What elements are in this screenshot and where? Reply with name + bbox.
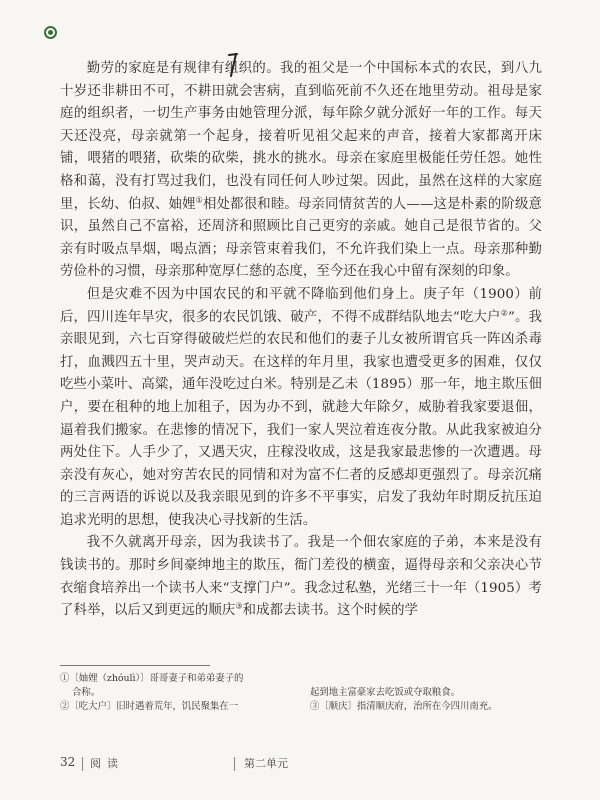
footnotes-right-column — [310, 686, 550, 714]
footnote-divider — [60, 665, 210, 666]
corner-logo-icon — [44, 26, 57, 39]
page-number: 32 — [60, 755, 76, 769]
footnotes-left-column — [60, 672, 260, 714]
footnote-1: ①〔妯娌（zhóulì）〕哥哥妻子和弟弟妻子的 — [60, 673, 244, 684]
footnote-2-continuation: 起到地主富豪家去吃饭或夺取粮食。 — [310, 687, 461, 698]
footer-separator — [82, 757, 83, 771]
book-section-label: 阅读 — [90, 757, 124, 770]
unit-label: 第二单元 — [244, 757, 288, 770]
paragraph-1: 勤劳的家庭是有规律有组织的。我的祖父是一个中国标本式的农民，到八九十岁还非耕田不可，不耕田就会害病，直到临死前不久还在地里劳动。祖母是家庭的组织者，一切生产事务由她管理分派，每年除夕就分派好一年的工作。每天天还没亮，母亲就第一个起身，接着听见祖父起来的声音，接着大家都离开床铺，喂猪的喂猪，砍柴的砍柴，挑水的挑水。母亲在家庭里极能任劳任怨。她性格和蔼，没有打骂过我们，也没有同任何人吵过架。因此，虽然在这样的大家庭里，长幼、伯叔、妯娌①相处都很和睦。母亲同情贫苦的人——这是朴素的阶级意识，虽然自己不富裕，还周济和照顾比自己更穷的亲戚。她自己是很节省的。父亲有时吸点旱烟，喝点酒；母亲管束着我们，不允许我们染上一点。母亲那种勤劳俭朴的习惯，母亲那种宽厚仁慈的态度，至今还在我心中留有深刻的印象。 — [60, 61, 543, 280]
footnote-ref-1[interactable]: ① — [195, 195, 204, 205]
article-body — [60, 58, 542, 623]
footnote-1-continuation: 合称。 — [72, 687, 101, 698]
paragraph-2: 但是灾难不因为中国农民的和平就不降临到他们身上。庚子年（1900）前后，四川连年旱灾，很多的农民饥饿、破产，不得不成群结队地去“吃大户②”。我亲眼见到，六七百穿得破破烂烂的农民和他们的妻子儿女被所谓官兵一阵凶杀毒打，血溅四五十里，哭声动天。在这样的年月里，我家也遭受更多的困难，仅仅吃些小菜叶、高粱，通年没吃过白米。特别是乙未（1895）那一年，地主欺压佃户，要在租种的地上加租子，因为办不到，就趁大年除夕，威胁着我家要退佃，逼着我们搬家。在悲惨的情况下，我们一家人哭泣着连夜分散。从此我家被迫分两处住下。人手少了，又遇天灾，庄稼没收成，这是我家最悲惨的一次遭遇。母亲没有灰心，她对穷苦农民的同情和对为富不仁者的反感却更强烈了。母亲沉痛的三言两语的诉说以及我亲眼见到的许多不平事实，启发了我幼年时期反抗压迫追求光明的思想，使我决心寻找新的生活。 — [60, 286, 542, 528]
footnote-ref-3[interactable]: ③ — [235, 601, 243, 611]
footnote-2: ②〔吃大户〕旧时遇着荒年，饥民聚集在一 — [60, 701, 239, 712]
footer-separator — [234, 757, 235, 771]
footnote-ref-2[interactable]: ② — [500, 308, 508, 318]
paragraph-3: 我不久就离开母亲，因为我读书了。我是一个佃农家庭的子弟，本来是没有钱读书的。那时乡间豪绅地主的欺压，衙门差役的横蛮，逼得母亲和父亲决心节衣缩食培养出一个读书人来“支撑门户”。我念过私塾，光绪三十一年（1905）考了科举，以后又到更远的顺庆③和成都去读书。这个时候的学 — [60, 535, 542, 619]
footnote-3: ③〔顺庆〕指清顺庆府，治所在今四川南充。 — [310, 701, 498, 712]
page-footer — [60, 755, 542, 773]
